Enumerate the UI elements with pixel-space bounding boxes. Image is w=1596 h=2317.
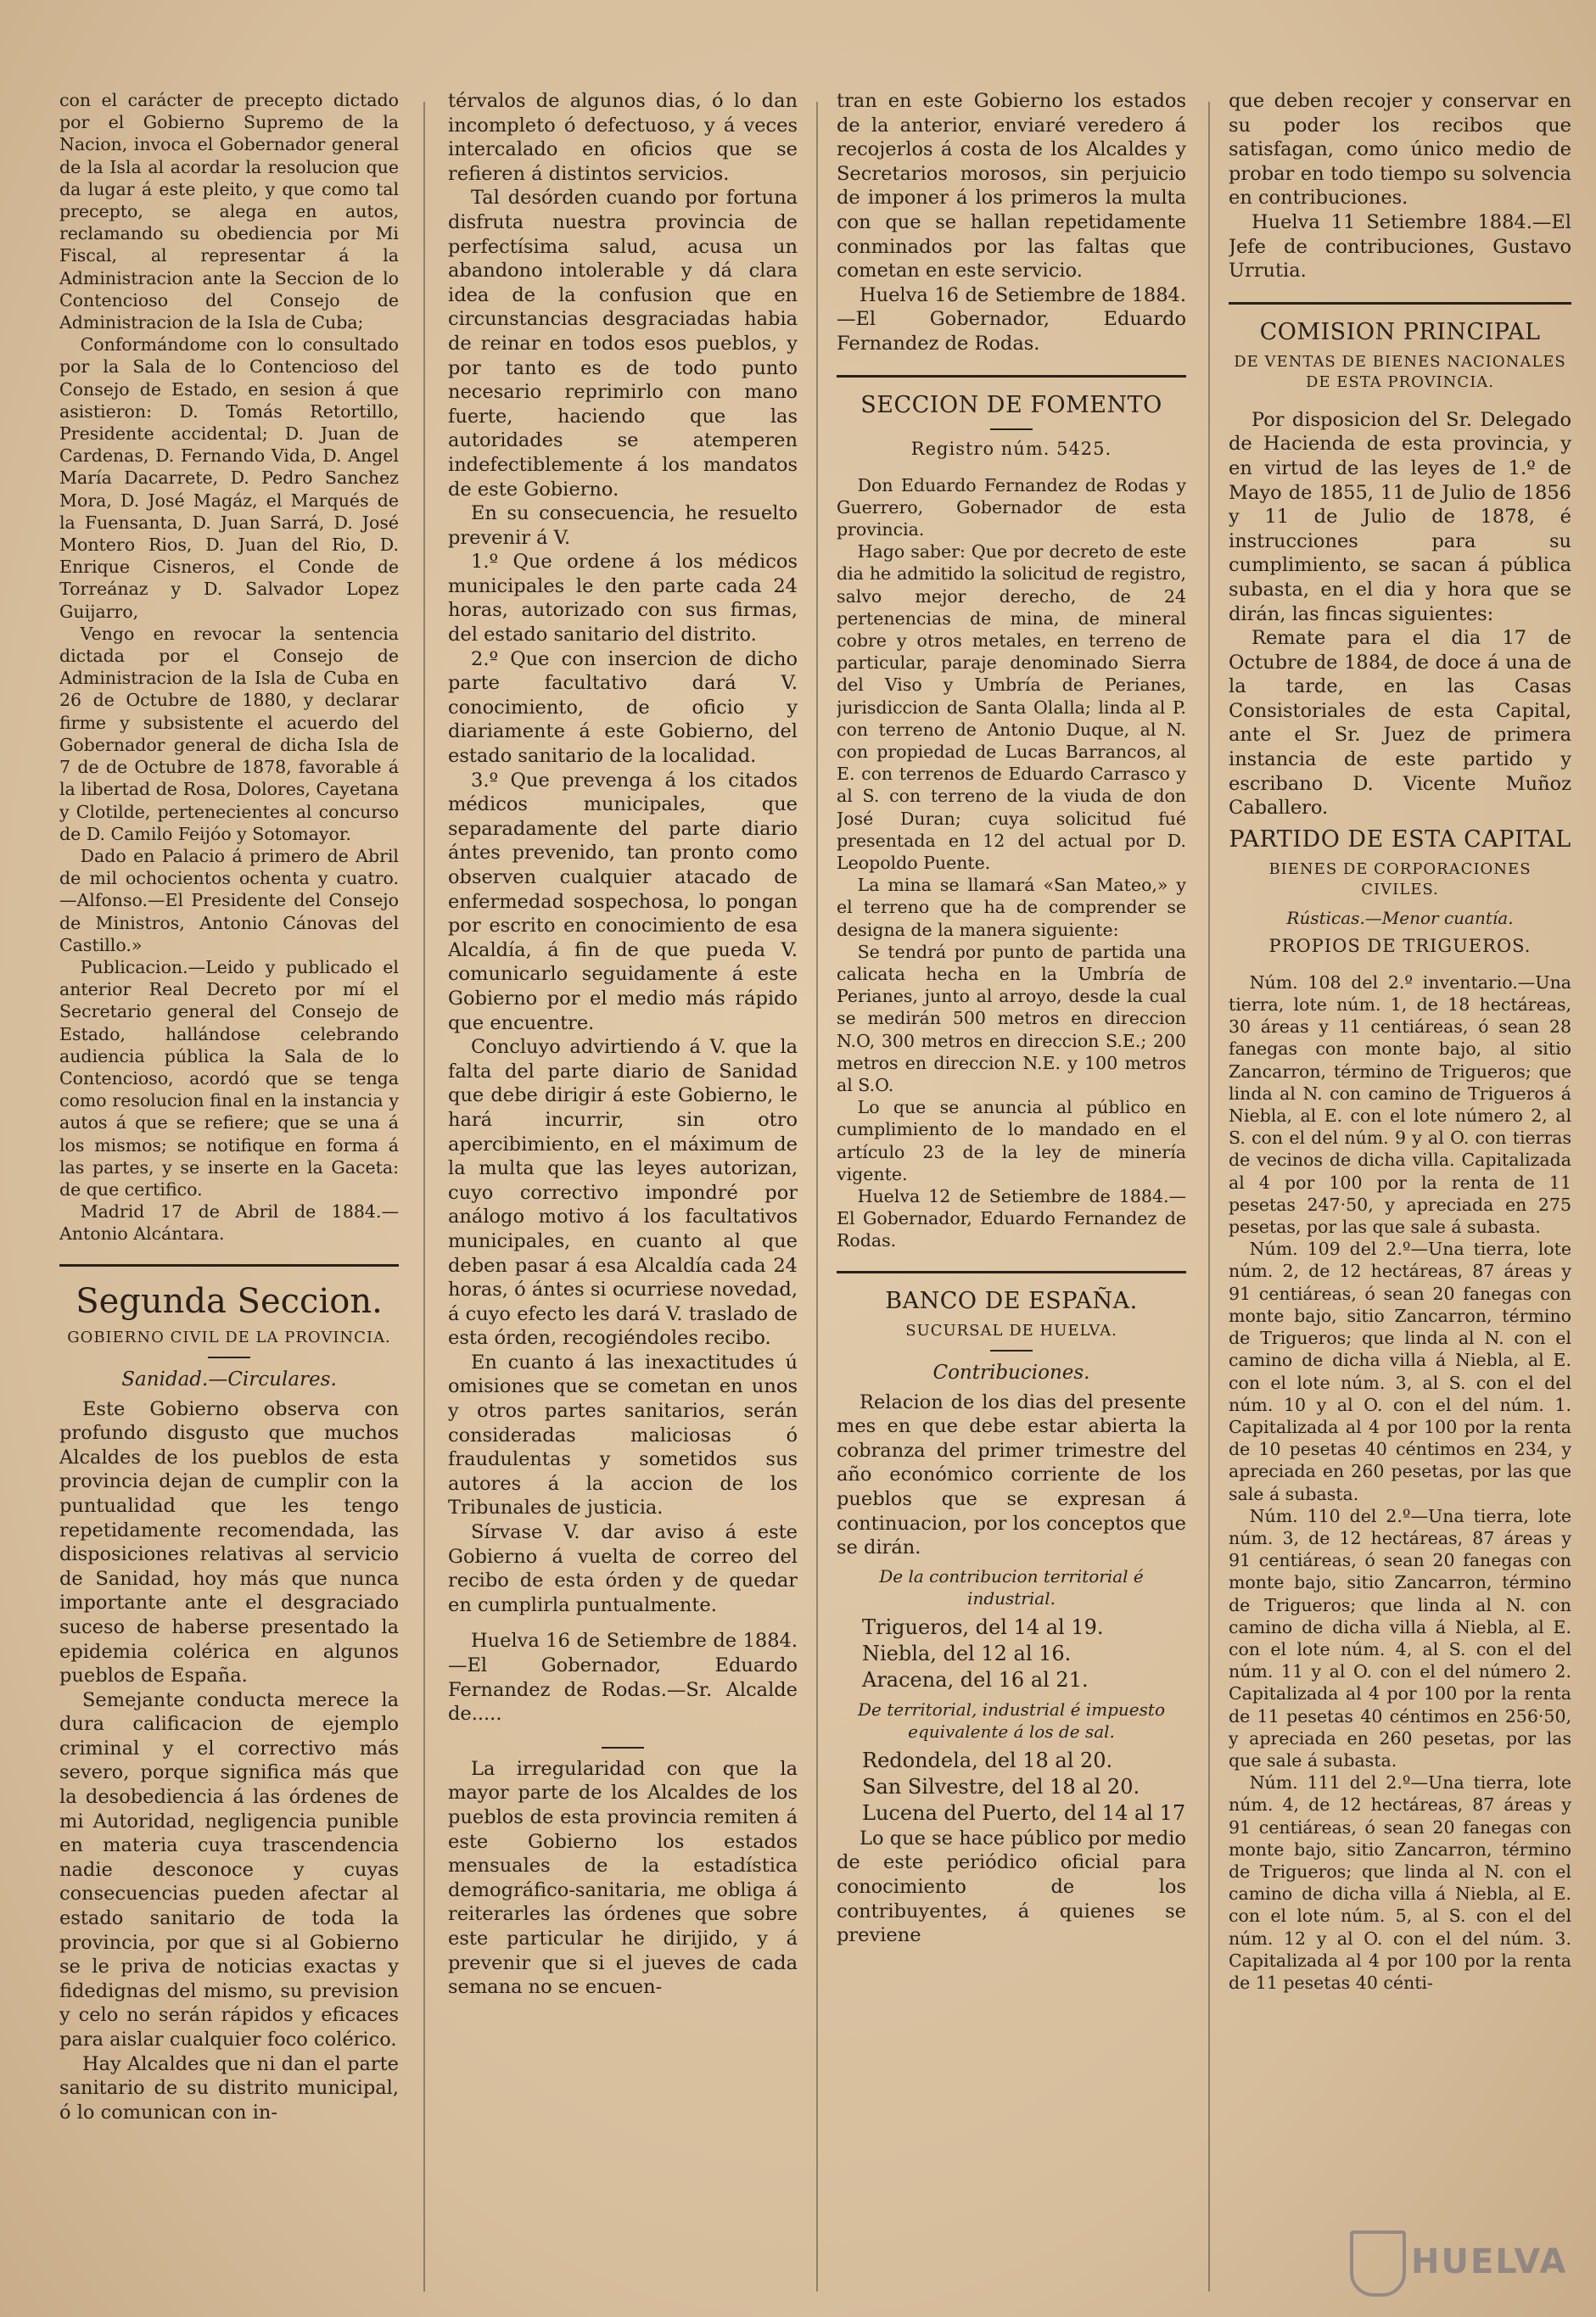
lot-entry: Núm. 111 del 2.º—Una tierra, lote núm. 4, de 12 hectáreas, 87 áreas y 91 centiáreas, ó sean 20 fanegas con monte bajo, sitio Zancarron, término de Trigueros; que linda al N. con el camino de dicha villa á Niebla, al E. con el lote núm. 5, al S. con el del núm. 12 y al O. con el del núm. 3. Capitalizada al 4 por 100 por la renta de 11 pesetas 40 cénti- — [1229, 1772, 1571, 1993]
section-title: Segunda Seccion. — [76, 1281, 383, 1321]
section-heading: SECCION DE FOMENTO — [860, 391, 1162, 418]
signature: Madrid 17 de Abril de 1884.—Antonio Alcántara. — [59, 1201, 399, 1245]
paragraph: Lo que se anuncia al público en cumplimiento de lo mandado en el artículo 23 de la ley de minería vigente. — [837, 1097, 1186, 1184]
branch-heading: SUCURSAL DE HUELVA. — [905, 1321, 1117, 1340]
list-item: Aracena, del 16 al 21. — [862, 1667, 1089, 1692]
column-3 — [837, 89, 1186, 2283]
commission-subheading: DE VENTAS DE BIENES NACIONALES DE ESTA PROVINCIA. — [1234, 352, 1566, 391]
paragraph: Tal desórden cuando por fortuna disfruta nuestra provincia de perfectísima salud, acusa un abandono intolerable y dá clara idea de la confusion que en circunstancias desgraciadas habia de reinar en todos esos pueblos, y por tanto es de todo punto necesario reprimirlo con mano fuerte, haciendo que las autoridades se atemperen indefectiblemente á los mandatos de este Gobierno. — [448, 187, 798, 501]
paragraph: Remate para el dia 17 de Octubre de 1884, de doce á una de la tarde, en las Casas Consistoriales de esta Capital, ante el Sr. Juez de primera instancia de este partido y escribano D. Vicente Muñoz Caballero. — [1229, 627, 1571, 820]
short-divider — [208, 1357, 250, 1358]
lot-entry: Núm. 109 del 2.º—Una tierra, lote núm. 2, de 12 hectáreas, 87 áreas y 91 centiáreas, ó sean 20 fanegas con monte bajo, sitio Zancarron, término de Trigueros; que linda al N. con el camino de dicha villa á Niebla, al E. con el lote núm. 3, al S. con el del núm. 10 y al O. con el del núm. 1. Capitalizada al 4 por 100 por la renta de 10 pesetas 40 céntimos en 234, y apreciada en 260 pesetas, por las que sale á subasta. — [1229, 1239, 1571, 1504]
list-heading: De la contribucion territorial é industrial. — [879, 1565, 1144, 1609]
registry-number: Registro núm. 5425. — [910, 438, 1112, 459]
lot-entry: Núm. 110 del 2.º—Una tierra, lote núm. 3, de 12 hectáreas, 87 áreas y 91 centiáreas, ó sean 20 fanegas con monte bajo, sitio Zancarron, término de Trigueros; que linda al N. con camino de dicha villa á Niebla, al E. con el lote núm. 4, al S. con el del núm. 11 y al O. con el del número 2. Capitalizada al 4 por 100 por la renta de 11 pesetas 40 céntimos en 256·50, y apreciada en 260 pesetas, por las que sale á subasta. — [1229, 1505, 1571, 1771]
paragraph: En cuanto á las inexactitudes ú omisiones que se cometan en unos y otros partes sanitarios, serán consideradas maliciosas ó fraudulentas y sometidos sus autores á la accion de los Tribunales de justicia. — [448, 1351, 798, 1519]
district-heading: PARTIDO DE ESTA CAPITAL — [1229, 826, 1571, 853]
list-item: Lucena del Puerto, del 14 al 17 — [862, 1800, 1186, 1825]
column-rule — [1208, 102, 1210, 2292]
property-type-heading: BIENES DE CORPORACIONES CIVILES. — [1268, 859, 1532, 898]
paragraph: 3.º Que prevenga á los citados médicos municipales, que separadamente del parte diario ántes prevenido, tan pronto como observen cualquier atacado de enfermedad sospechosa, lo pongan por escrito en conocimiento de esa Alcaldía, á fin de que pueda V. comunicarlo seguidamente á este Gobierno por el medio más rápido que encuentre. — [448, 769, 798, 1034]
paragraph: Don Eduardo Fernandez de Rodas y Guerrero, Gobernador de esta provincia. — [837, 474, 1186, 540]
owner-heading: PROPIOS DE TRIGUEROS. — [1268, 935, 1532, 956]
paragraph: que deben recojer y conservar en su poder los recibos que satisfagan, como único medio de probar en todo tiempo su solvencia en contribuciones. — [1229, 90, 1571, 210]
list-item: San Silvestre, del 18 al 20. — [862, 1774, 1140, 1799]
paragraph: tran en este Gobierno los estados de la anterior, enviaré veredero á recojerlos á costa de los Alcaldes y Secretarios morosos, sin perjuicio de imponer á los primeros la multa con que se hallan repetidamente conminados por las faltas que cometan en este servicio. — [837, 90, 1186, 283]
paragraph: Este Gobierno observa con profundo disgusto que muchos Alcaldes de los pueblos de esta provincia dejan de cumplir con la puntualidad que les tengo repetidamente recomendada, las disposiciones relativas al servicio de Sanidad, hoy más que nunca importante ante el desgraciado suceso de haberse presentado la epidemia colérica en algunos pueblos de España. — [59, 1397, 399, 1687]
list-item: Redondela, del 18 al 20. — [862, 1748, 1113, 1772]
paragraph: Lo que se hace público por medio de este periódico oficial para conocimiento de los contribuyentes, á quienes se previene — [837, 1827, 1186, 1947]
list-heading: De territorial, industrial é impuesto equivalente á los de sal. — [857, 1699, 1165, 1742]
list-item: Trigueros, del 14 al 19. — [862, 1615, 1104, 1639]
column-1 — [59, 89, 399, 2283]
paragraph: La irregularidad con que la mayor parte de los Alcaldes de los pueblos de esta provincia remiten á este Gobierno los estados mensuales de la estadística demográfico-sanitaria, me obliga á reiterarles las órdenes que sobre este particular he dirijido, y á prevenir que si el jueves de cada semana no se encuen- — [448, 1757, 798, 1999]
commission-heading: COMISION PRINCIPAL — [1259, 318, 1541, 345]
section-divider — [837, 375, 1186, 378]
paragraph: Hay Alcaldes que ni dan el parte sanitario de su distrito municipal, ó lo comunican con in- — [59, 2052, 399, 2124]
paragraph: Dado en Palacio á primero de Abril de mil ochocientos ochenta y cuatro.—Alfonso.—El Presidente del Consejo de Ministros, Antonio Cánovas del Castillo.» — [59, 845, 399, 955]
library-watermark — [1341, 2224, 1568, 2300]
paragraph: Hago saber: Que por decreto de este dia he admitido la solicitud de registro, salvo mejor derecho, de 24 pertenencias de mina, de mineral cobre y otros metales, en terreno de particular, paraje denominado Sierra del Viso y Umbría de Perianes, jurisdiccion de Santa Olalla; linda al P. con terreno de Antonio Duque, al N. con propiedad de Lucas Barrancos, al E. con terrenos de Eduardo Carrasco y al S. con terreno de la viuda de don José Duran; cuya solicitud fué presentada en 12 del actual por D. Leopoldo Puente. — [837, 541, 1186, 873]
short-divider — [990, 1350, 1033, 1352]
paragraph: Concluyo advirtiendo á V. que la falta del parte diario de Sanidad que debe dirigir á este Gobierno, le hará incurrir, sin otro apercibimiento, en el máximum de la multa que las leyes autorizan, cuyo correctivo impondré por análogo motivo á los facultativos municipales, en cuanto al que deben pasar á esa Alcaldía cada 24 horas, ó ántes si ocurriese novedad, á cuyo efecto les dará V. traslado de esta órden, recogiéndoles recibo. — [448, 1036, 798, 1350]
paragraph: Se tendrá por punto de partida una calicata hecha en la Umbría de Perianes, junto al arroyo, desde la cual se medirán 500 metros en direccion N.O, 300 metros en direccion S.E.; 200 metros en direccion N.E. y 100 metros al S.O. — [837, 941, 1186, 1096]
paragraph: Semejante conducta merece la dura calificacion de ejemplo criminal y el correctivo más severo, porque significa más que la desobediencia á las órdenes de mi Autoridad, negligencia punible en materia cuya trascendencia nadie desconoce y cuyas consecuencias pueden afectar al estado sanitario de toda la provincia, por que si al Gobierno se le priva de noticias exactas y fidedignas del mismo, su prevision y celo no serán rápidos y eficaces para aislar cualquier foco colérico. — [59, 1688, 399, 2051]
signature: Huelva 12 de Setiembre de 1884.—El Gobernador, Eduardo Fernandez de Rodas. — [837, 1186, 1186, 1251]
office-heading: GOBIERNO CIVIL DE LA PROVINCIA. — [67, 1328, 391, 1346]
column-rule — [816, 102, 818, 2292]
lot-entry: Núm. 108 del 2.º inventario.—Una tierra, lote núm. 1, de 18 hectáreas, 30 áreas y 11 centiáreas, ó sean 28 fanegas con monte bajo, al sitio Zancarron, término de Trigueros; que linda al N. con camino de Trigueros á Niebla, al E. con el lote número 2, al S. con el del núm. 9 y al O. con tierras de vecinos de dicha villa. Capitalizada al 4 por 100 por la renta de 11 pesetas 247·50, y apreciada en 275 pesetas, por las que sale á subasta. — [1229, 971, 1571, 1238]
paragraph: con el carácter de precepto dictado por el Gobierno Supremo de la Nacion, invoca el Gobernador general de la Isla al acordar la resolucion que da lugar á este pleito, y que como tal precepto, se alega en autos, reclamando su obediencia por Mi Fiscal, al representar á la Administracion ante la Seccion de lo Contencioso del Consejo de Administracion de la Isla de Cuba; — [59, 90, 399, 333]
column-rule — [423, 102, 425, 2292]
watermark-text: HUELVA — [1411, 2242, 1568, 2281]
subheading: Contribuciones. — [932, 1361, 1090, 1384]
paragraph: 2.º Que con insercion de dicho parte facultativo dará V. conocimiento, de oficio y diariamente á este Gobierno, del estado sanitario de la localidad. — [448, 647, 798, 768]
paragraph: Sírvase V. dar aviso á este Gobierno á vuelta de correo del recibo de esta órden y de quedar en cumplirla puntualmente. — [448, 1521, 798, 1616]
paragraph: La mina se llamará «San Mateo,» y el terreno que ha de comprender se designa de la manera siguiente: — [837, 875, 1186, 940]
column-4 — [1229, 89, 1571, 2283]
paragraph: Conformándome con lo consultado por la Sala de lo Contencioso del Consejo de Estado, en sesion á que asistieron: D. Tomás Retortillo, Presidente accidental; D. Juan de Cardenas, D. Fernando Vida, D. Angel María Dacarrete, D. Pedro Sanchez Mora, D. José Magáz, el Marqués de la Fuensanta, D. Juan Sarrá, D. José Montero Rios, D. Juan del Rio, D. Enrique Cisneros, el Conde de Torreánaz y D. Salvador Lopez Guijarro, — [59, 334, 399, 622]
signature: Huelva 16 de Setiembre de 1884.—El Gobernador, Eduardo Fernandez de Rodas.—Sr. Alcalde de..... — [448, 1630, 798, 1726]
paragraph: Por disposicion del Sr. Delegado de Hacienda de esta provincia, y en virtud de las leyes de 1.º de Mayo de 1855, 11 de Julio de 1856 y 11 de Julio de 1878, é instrucciones para su cumplimiento, se sacan á pública subasta, en el dia y hora que se dirán, las fincas siguientes: — [1229, 408, 1571, 625]
section-divider — [837, 1271, 1186, 1273]
paragraph: Vengo en revocar la sentencia dictada por el Consejo de Administracion de la Isla de Cuba en 26 de Octubre de 1880, y declarar firme y subsistente el acuerdo del Gobernador general de dicha Isla de 7 de de Octubre de 1878, favorable á la libertad de Rosa, Dolores, Cayetana y Clotilde, pertenecientes al concurso de D. Camilo Feijóo y Sotomayor. — [59, 623, 399, 844]
short-divider — [990, 428, 1033, 430]
paragraph: En su consecuencia, he resuelto prevenir á V. — [448, 502, 798, 549]
short-divider — [602, 1747, 644, 1749]
subheading: Sanidad.—Circulares. — [121, 1368, 337, 1391]
town-list — [837, 1748, 1186, 1827]
section-divider — [1229, 302, 1571, 305]
section-divider — [59, 1264, 399, 1267]
bank-heading: BANCO DE ESPAÑA. — [885, 1287, 1138, 1314]
list-item: Niebla, del 12 al 16. — [862, 1641, 1072, 1665]
signature: Huelva 11 Setiembre 1884.—El Jefe de contribuciones, Gustavo Urrutia. — [1229, 210, 1571, 283]
signature: Huelva 16 de Setiembre de 1884.—El Gobernador, Eduardo Fernandez de Rodas. — [837, 283, 1186, 355]
subheading: Rústicas.—Menor cuantía. — [1286, 907, 1514, 928]
paragraph: térvalos de algunos dias, ó lo dan incompleto ó defectuoso, y á veces intercalado en oficios que se refieren á distintos servicios. — [448, 90, 798, 185]
paragraph: 1.º Que ordene á los médicos municipales le den parte cada 24 horas, autorizado con sus firmas, del estado sanitario del distrito. — [448, 551, 798, 646]
town-list — [837, 1615, 1186, 1693]
column-2 — [448, 89, 798, 2283]
paragraph: Relacion de los dias del presente mes en que debe estar abierta la cobranza del primer trimestre del año económico corriente de los pueblos que se expresan á continuacion, por los conceptos que se dirán. — [837, 1391, 1186, 1559]
paragraph: Publicacion.—Leido y publicado el anterior Real Decreto por mí el Secretario general del Consejo de Estado, hallándose celebrando audiencia pública la Sala de lo Contencioso, acordó que se tenga como resolucion final en la instancia y autos á que se refiere; que se una á los mismos; se notifique en forma á las partes, y se inserte en la Gaceta: de que certifico. — [59, 956, 399, 1200]
coat-of-arms-icon — [1350, 2230, 1406, 2297]
